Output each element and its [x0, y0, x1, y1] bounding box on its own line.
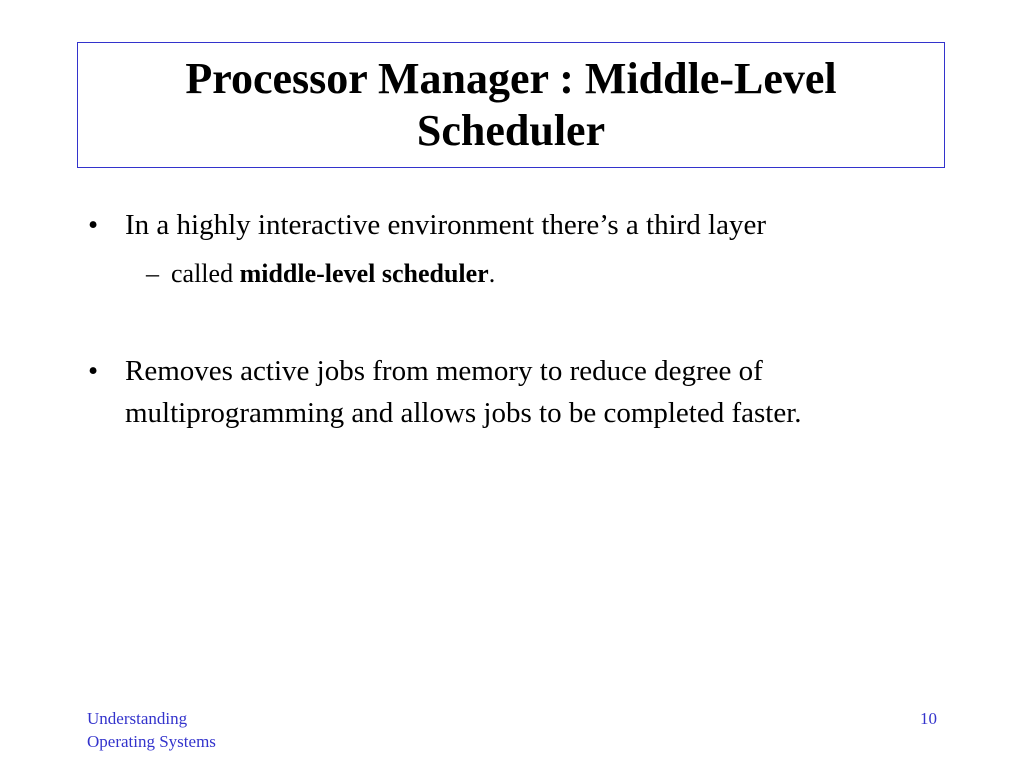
bullet-item-2 — [88, 350, 948, 434]
sub-bullet-suffix: . — [488, 259, 496, 288]
sub-bullet-text — [171, 256, 495, 292]
sub-bullet-marker: – — [146, 259, 159, 288]
slide-title-box — [77, 42, 945, 168]
page-number: 10 — [920, 709, 937, 728]
slide-title-line-1: Processor Manager : Middle-Level — [185, 54, 837, 103]
sub-bullet-bold-term: middle-level scheduler — [239, 259, 489, 288]
footer-book-title-line-1: Understanding — [87, 709, 188, 728]
bullet-text: In a highly interactive environment there’s a third layer — [125, 209, 766, 241]
bullet-marker: • — [88, 355, 99, 387]
footer-book-title-line-2: Operating Systems — [87, 732, 216, 751]
bullet-item-1 — [88, 204, 928, 246]
sub-bullet-item-1 — [146, 256, 646, 292]
sub-bullet-prefix: called — [171, 259, 240, 288]
footer-book-title — [87, 707, 216, 753]
bullet-text-line-2: multiprogramming and allows jobs to be completed faster. — [125, 397, 802, 429]
bullet-text-line-1: Removes active jobs from memory to reduce degree of — [125, 355, 763, 387]
bullet-marker: • — [88, 209, 99, 241]
slide-title-line-2: Scheduler — [416, 106, 606, 155]
